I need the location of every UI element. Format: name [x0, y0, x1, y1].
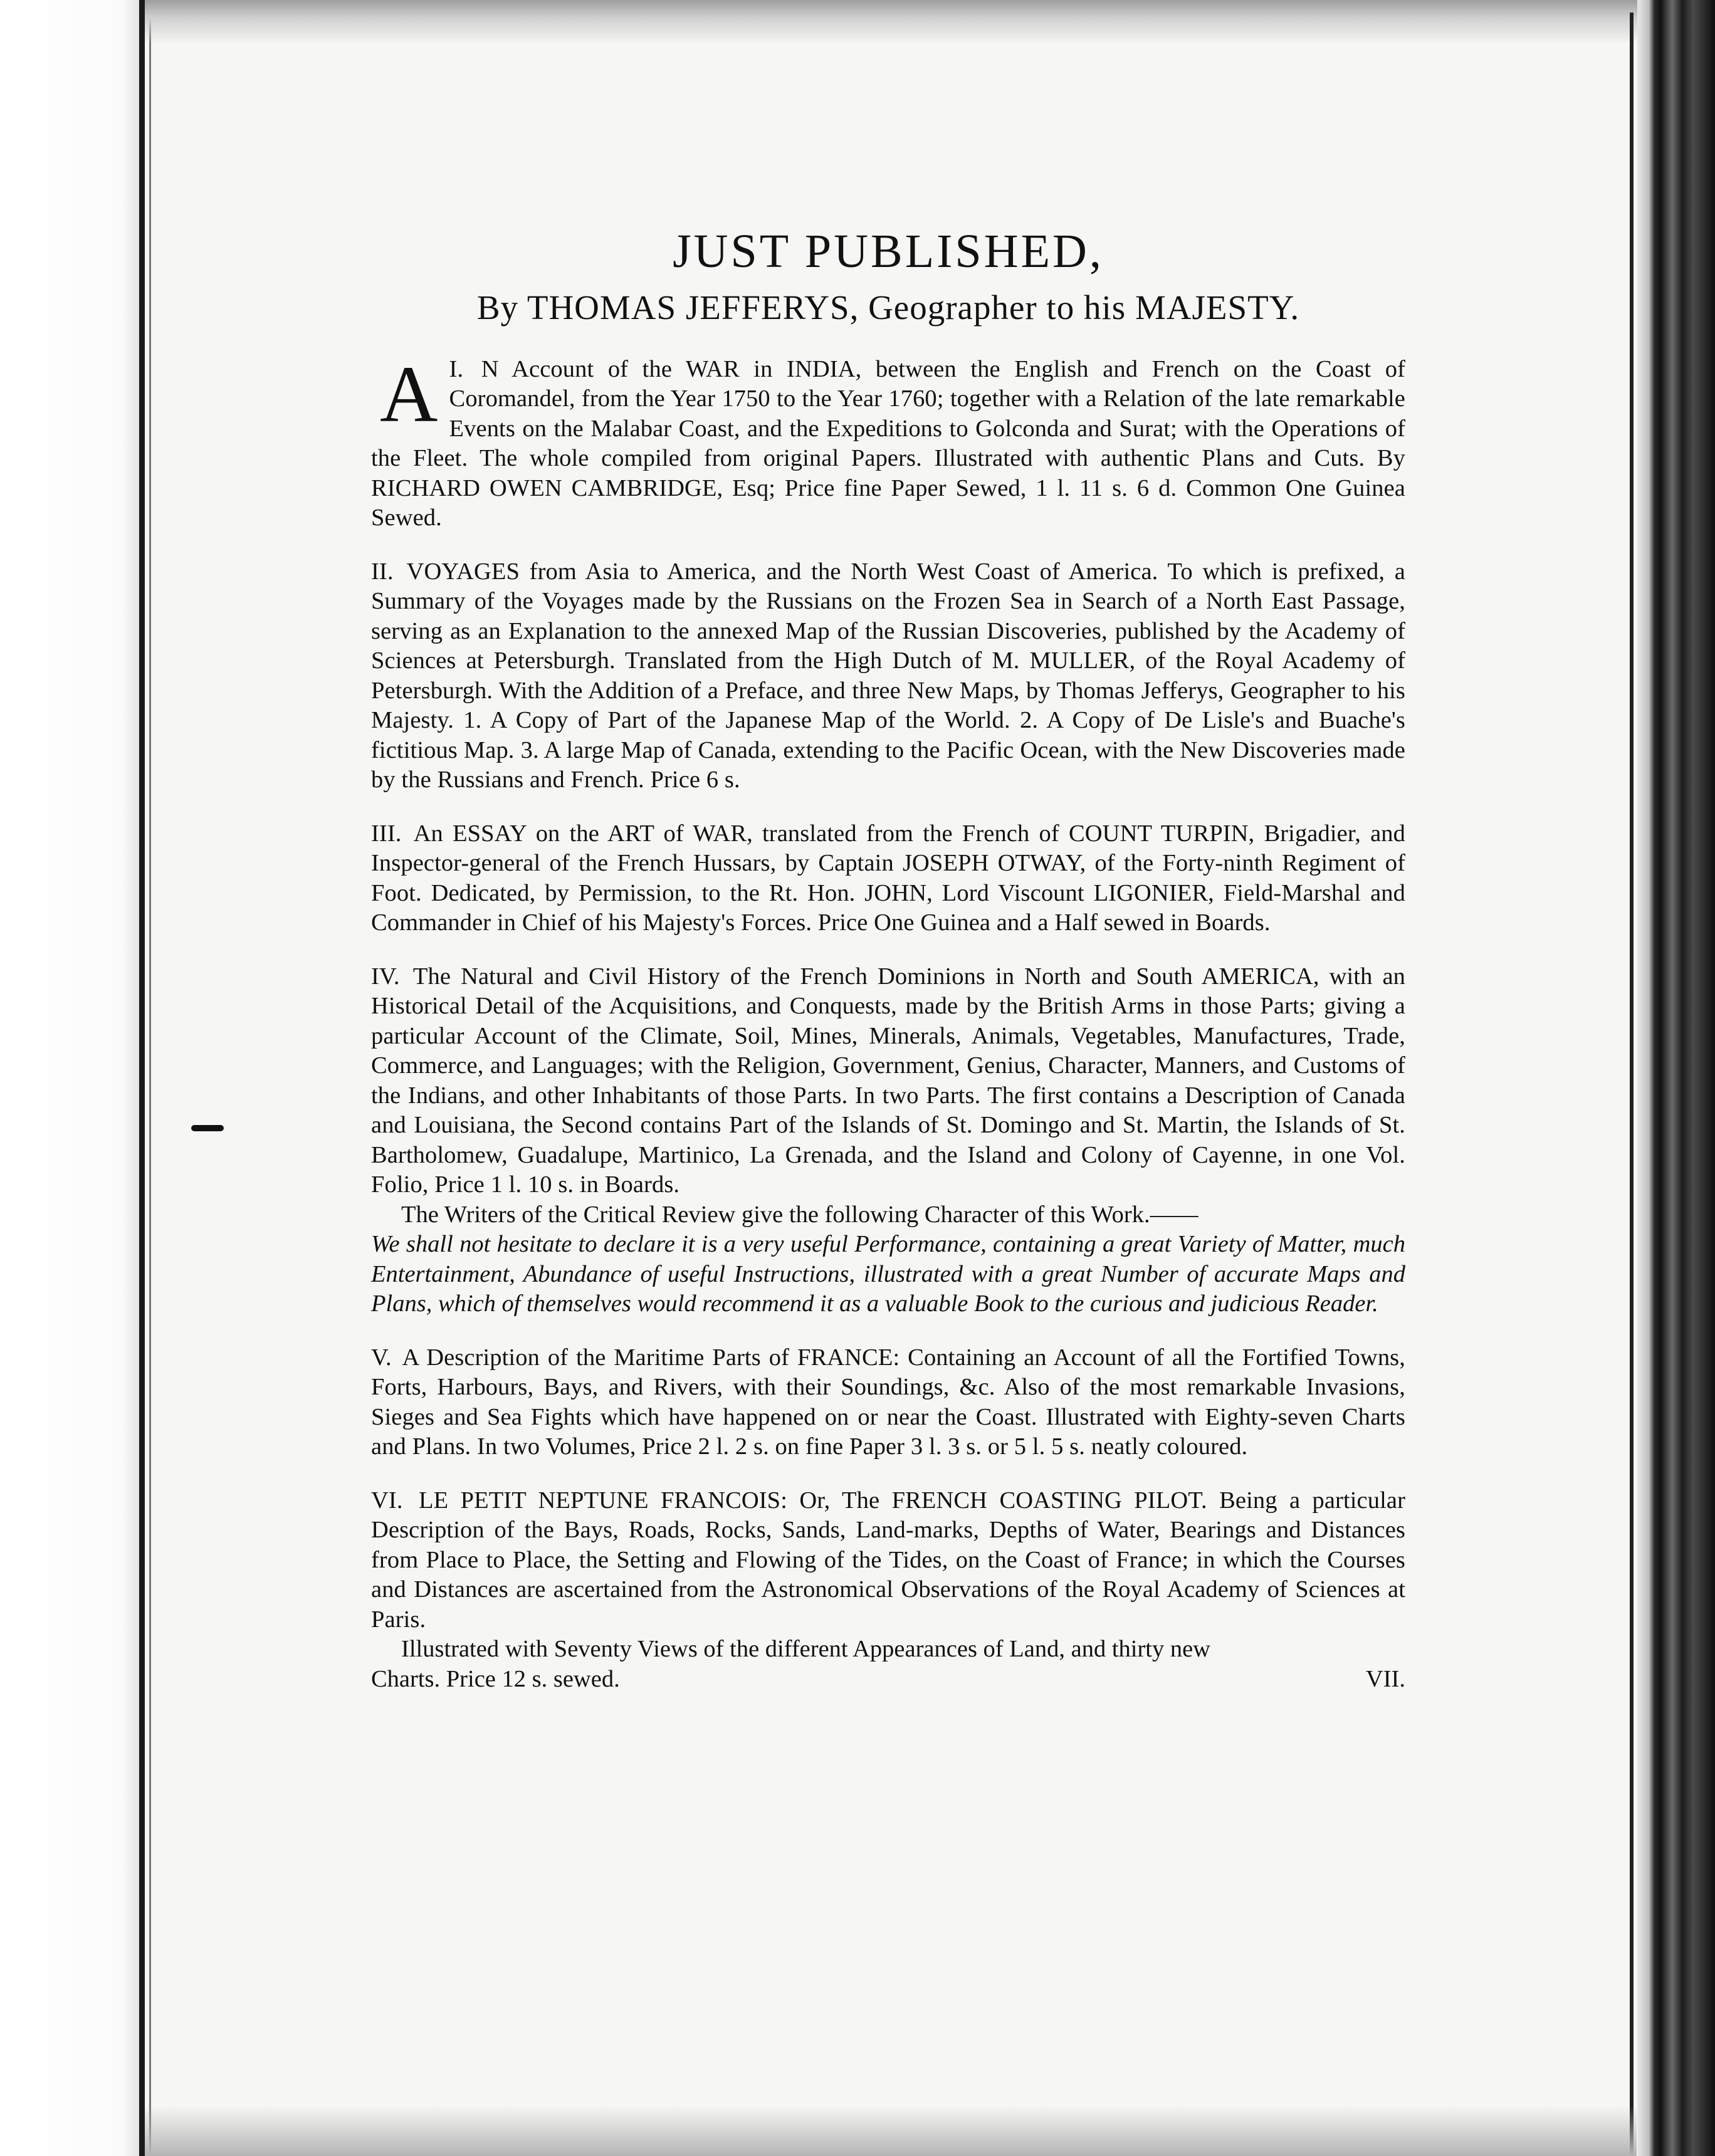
top-scan-shadow [145, 0, 1643, 44]
entry-1 [371, 349, 1405, 533]
page-title: JUST PUBLISHED, [673, 225, 1104, 278]
entry-6 [371, 1486, 1405, 1635]
entry-6-trailing: Illustrated with Seventy Views of the different Appearances of Land, and thirty new [401, 1636, 1210, 1663]
entry-5 [371, 1343, 1405, 1462]
bottom-scan-shadow [145, 2106, 1637, 2156]
entry-text: LE PETIT NEPTUNE FRANCOIS: Or, The FRENCH COASTING PILOT. Being a particular Description of the Bays, Roads, Rocks, Sands, Land-marks, Depths of Water, Bearings and Distances from Place to Place, the Setting and Flowing of the Tides, on the Coast of France; in which the Courses and Distances are ascertained from the Astronomical Observations of the Royal Academy of Sciences at Paris. [371, 1487, 1406, 1633]
margin-mark [191, 1125, 224, 1131]
entry-number: IV. [371, 963, 400, 990]
entry-number: VI. [371, 1487, 403, 1514]
entry-2 [371, 557, 1405, 795]
right-border-line [1630, 13, 1634, 2156]
entry-text: The Natural and Civil History of the French Dominions in North and South AMERICA, with an Historical Detail of the Acquisitions, and Conquests, made by the British Arms in those Parts; giving a particular Account of the Climate, Soil, Mines, Minerals, Animals, Vegetables, Manufactures, Trade, Commerce, and Languages; with the Religion, Government, Genius, Character, Manners, and Customs of the Indians, and other Inhabitants of those Parts. In two Parts. The first contains a Description of Canada and Louisiana, the Second contains Part of the Islands of St. Domingo and St. Martin, the Islands of St. Bartholomew, Guadalupe, Martinico, La Grenada, and the Island and Colony of Cayenne, in one Vol. Folio, Price 1 l. 10 s. in Boards. [371, 963, 1405, 1198]
last-line [371, 1665, 1405, 1695]
left-page-edge [0, 0, 144, 2156]
entry-text: N Account of the WAR in INDIA, between the English and French on the Coast of Coromandel, from the Year 1750 to the Year 1760; together with a Relation of the late remarkable Events on the Malabar Coast, and the Expeditions to Golconda and Surat; with the Operations of the Fleet. The whole compiled from original Papers. Illustrated with authentic Plans and Cuts. By RICHARD OWEN CAMBRIDGE, Esq; Price fine Paper Sewed, 1 l. 11 s. 6 d. Common One Guinea Sewed. [371, 355, 1405, 531]
entry-number: III. [371, 820, 402, 847]
entry-number: V. [371, 1344, 392, 1371]
page-subtitle: By THOMAS JEFFERYS, Geographer to his MAJESTY. [476, 288, 1300, 327]
entry-number: I. [449, 355, 464, 382]
last-line-text: Charts. Price 12 s. sewed. [371, 1665, 620, 1692]
catchword: VII. [1365, 1665, 1405, 1692]
entry-text: VOYAGES from Asia to America, and the North West Coast of America. To which is prefixed, a Summary of the Voyages made by the Russians on the Frozen Sea in Search of a North East Passage, serving as an Explanation to the annexed Map of the Russian Discoveries, published by the Academy of Sciences at Petersburgh. Translated from the High Dutch of M. MULLER, of the Royal Academy of Petersburgh. With the Addition of a Preface, and three New Maps, by Thomas Jefferys, Geographer to his Majesty. 1. A Copy of Part of the Japanese Map of the World. 2. A Copy of De Lisle's and Buache's fictitious Map. 3. A large Map of Canada, extending to the Pacific Ocean, with the New Discoveries made by the Russians and French. Price 6 s. [371, 558, 1405, 793]
review-lead: The Writers of the Critical Review give the following Character of this Work.—— [401, 1201, 1198, 1228]
entry-text: A Description of the Maritime Parts of FRANCE: Containing an Account of all the Fortified Towns, Forts, Harbours, Bays, and Rivers, with their Soundings, &c. Also of the most remarkable Invasions, Sieges and Sea Fights which have happened on or near the Coast. Illustrated with Eighty-seven Charts and Plans. In two Volumes, Price 2 l. 2 s. on fine Paper 3 l. 3 s. or 5 l. 5 s. neatly coloured. [371, 1344, 1405, 1460]
entry-number: II. [371, 558, 394, 585]
gutter-line [139, 0, 145, 2156]
review-quote: We shall not hesitate to declare it is a very useful Performance, containing a great Variety of Matter, much Entertainment, Abundance of useful Instructions, illustrated with a great Number of accurate Maps and Plans, which of themselves would recommend it as a valuable Book to the curious and judicious Reader. [371, 1231, 1405, 1317]
gutter-line-thin [149, 0, 151, 2156]
right-page-stack [1637, 0, 1715, 2156]
document-page [371, 226, 1405, 1694]
entry-4 [371, 962, 1405, 1200]
entry-3 [371, 819, 1405, 938]
drop-cap: A [380, 349, 438, 439]
entry-text: An ESSAY on the ART of WAR, translated from the French of COUNT TURPIN, Brigadier, and Inspector-general of the French Hussars, by Captain JOSEPH OTWAY, of the Forty-ninth Regiment of Foot. Dedicated, by Permission, to the Rt. Hon. JOHN, Lord Viscount LIGONIER, Field-Marshal and Commander in Chief of his Majesty's Forces. Price One Guinea and a Half sewed in Boards. [371, 820, 1405, 936]
